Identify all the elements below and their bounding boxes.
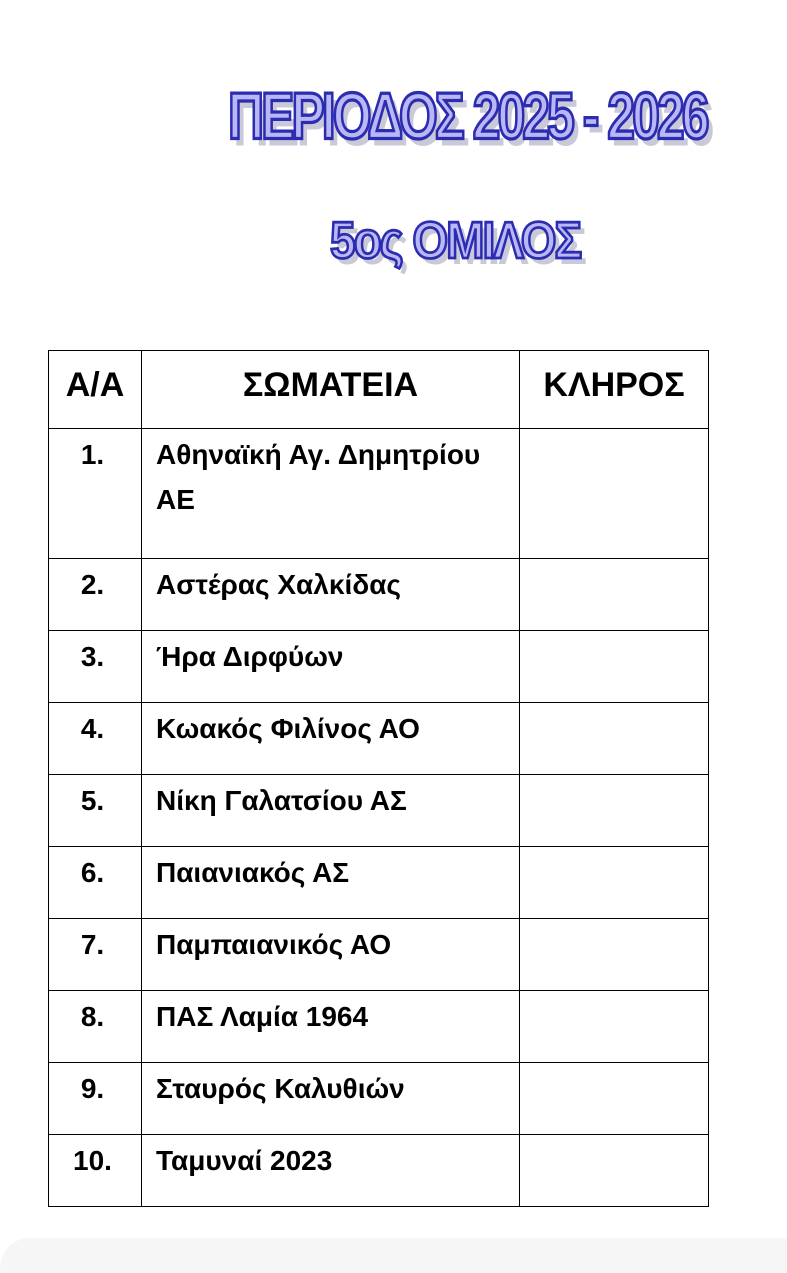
- draw-cell: [520, 1063, 709, 1135]
- table-row: [49, 1135, 709, 1207]
- row-number: 3.: [49, 631, 142, 703]
- table-row: [49, 775, 709, 847]
- team-name: Αθηναϊκή Αγ. Δημητρίου ΑΕ: [142, 429, 520, 559]
- draw-cell: [520, 1135, 709, 1207]
- table-row: [49, 847, 709, 919]
- table-row: [49, 631, 709, 703]
- group-subtitle: 5ος ΟΜΙΛΟΣ: [330, 211, 581, 270]
- table-row: [49, 559, 709, 631]
- table-row: [49, 991, 709, 1063]
- team-name: Κωακός Φιλίνος ΑΟ: [142, 703, 520, 775]
- draw-cell: [520, 631, 709, 703]
- page-title: ΠΕΡΙΟΔΟΣ 2025 - 2026: [228, 79, 707, 154]
- table-row: [49, 1063, 709, 1135]
- teams-table: [48, 350, 709, 1207]
- row-number: 4.: [49, 703, 142, 775]
- team-name: Σταυρός Καλυθιών: [142, 1063, 520, 1135]
- draw-cell: [520, 991, 709, 1063]
- draw-cell: [520, 919, 709, 991]
- team-name: ΠΑΣ Λαμία 1964: [142, 991, 520, 1063]
- row-number: 5.: [49, 775, 142, 847]
- team-name: Αστέρας Χαλκίδας: [142, 559, 520, 631]
- bottom-sheet-edge: [0, 1238, 787, 1273]
- draw-cell: [520, 775, 709, 847]
- draw-cell: [520, 703, 709, 775]
- draw-cell: [520, 847, 709, 919]
- row-number: 6.: [49, 847, 142, 919]
- table-row: [49, 919, 709, 991]
- draw-cell: [520, 429, 709, 559]
- team-name: Ταμυναί 2023: [142, 1135, 520, 1207]
- row-number: 10.: [49, 1135, 142, 1207]
- table-header-row: [49, 351, 709, 429]
- row-number: 9.: [49, 1063, 142, 1135]
- column-header-draw: ΚΛΗΡΟΣ: [520, 351, 709, 429]
- table-row: [49, 429, 709, 559]
- team-name: Νίκη Γαλατσίου ΑΣ: [142, 775, 520, 847]
- team-name: Παμπαιανικός ΑΟ: [142, 919, 520, 991]
- team-name: Παιανιακός ΑΣ: [142, 847, 520, 919]
- row-number: 8.: [49, 991, 142, 1063]
- row-number: 7.: [49, 919, 142, 991]
- draw-cell: [520, 559, 709, 631]
- team-name: Ήρα Διρφύων: [142, 631, 520, 703]
- row-number: 1.: [49, 429, 142, 559]
- table-row: [49, 703, 709, 775]
- column-header-teams: ΣΩΜΑΤΕΙΑ: [142, 351, 520, 429]
- row-number: 2.: [49, 559, 142, 631]
- column-header-aa: Α/Α: [49, 351, 142, 429]
